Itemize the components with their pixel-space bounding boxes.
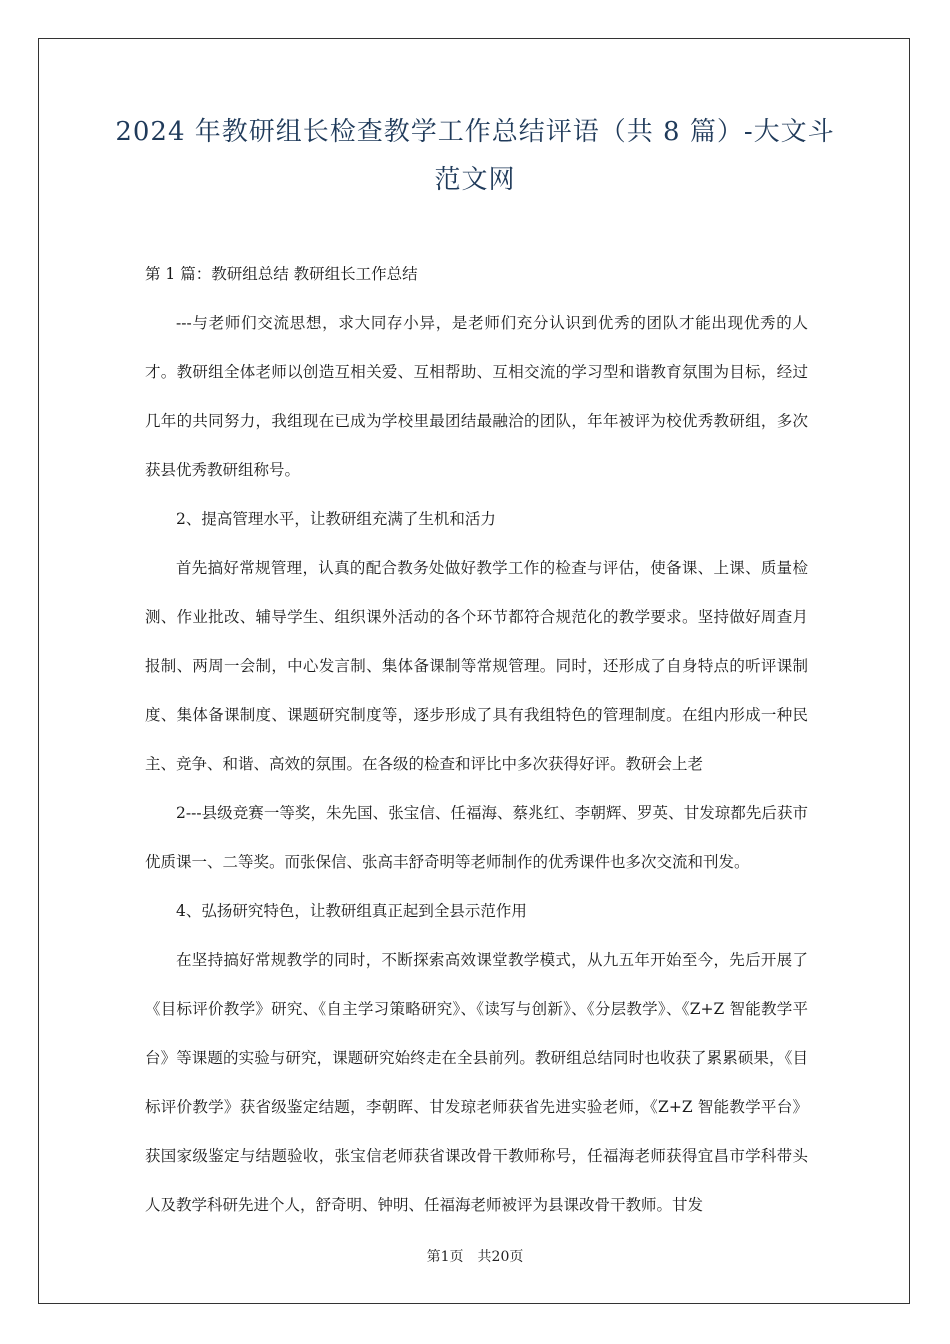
document-title: 2024 年教研组长检查教学工作总结评语（共 8 篇）-大文斗范文网 (115, 117, 835, 195)
body-paragraph: 首先搞好常规管理，认真的配合教务处做好教学工作的检查与评估，使备课、上课、质量检测、作业批改、辅导学生、组织课外活动的各个环节都符合规范化的教学要求。坚持做好周查月报制、两周一会制，中心发言制、集体备课制等常规管理。同时，还形成了自身特点的听评课制度、集体备课制度、课题研究制度等，逐步形成了具有我组特色的管理制度。在组内形成一种民主、竞争、和谐、高效的氛围。在各级的检查和评比中多次获得好评。教研会上老 (145, 559, 808, 773)
body-paragraph: 在坚持搞好常规教学的同时，不断探索高效课堂教学模式，从九五年开始至今，先后开展了《目标评价教学》研究、《自主学习策略研究》、《读写与创新》、《分层教学》、《Z+Z 智能教学平台》等课题的实验与研究，课题研究始终走在全县前列。教研组总结同时也收获了累累硕果，《目标评价教学》获省级鉴定结题，李朝晖、甘发琼老师获省先进实验老师，《Z+Z 智能教学平台》获国家级鉴定与结题验收，张宝信老师获省课改骨干教师称号，任福海老师获得宜昌市学科带头人及教学科研先进个人，舒奇明、钟明、任福海老师被评为县课改骨干教师。甘发 (145, 951, 808, 1214)
subheading-paragraph: 2、提高管理水平，让教研组充满了生机和活力 (176, 510, 496, 528)
subheading-paragraph: 4、弘扬研究特色，让教研组真正起到全县示范作用 (176, 902, 527, 920)
body-paragraph: 2---县级竞赛一等奖，朱先国、张宝信、任福海、蔡兆红、李朝辉、罗英、甘发琼都先后获市优质课一、二等奖。而张保信、张高丰舒奇明等老师制作的优秀课件也多次交流和刊发。 (145, 804, 808, 871)
document-body (145, 250, 808, 1230)
body-paragraph: ---与老师们交流思想，求大同存小异，是老师们充分认识到优秀的团队才能出现优秀的人才。教研组全体老师以创造互相关爱、互相帮助、互相交流的学习型和谐教育氛围为目标，经过几年的共同努力，我组现在已成为学校里最团结最融洽的团队，年年被评为校优秀教研组，多次获县优秀教研组称号。 (145, 314, 808, 479)
page-number-footer: 第1页 共20页 (426, 1249, 524, 1265)
section-heading: 第 1 篇：教研组总结 教研组长工作总结 (145, 265, 418, 283)
